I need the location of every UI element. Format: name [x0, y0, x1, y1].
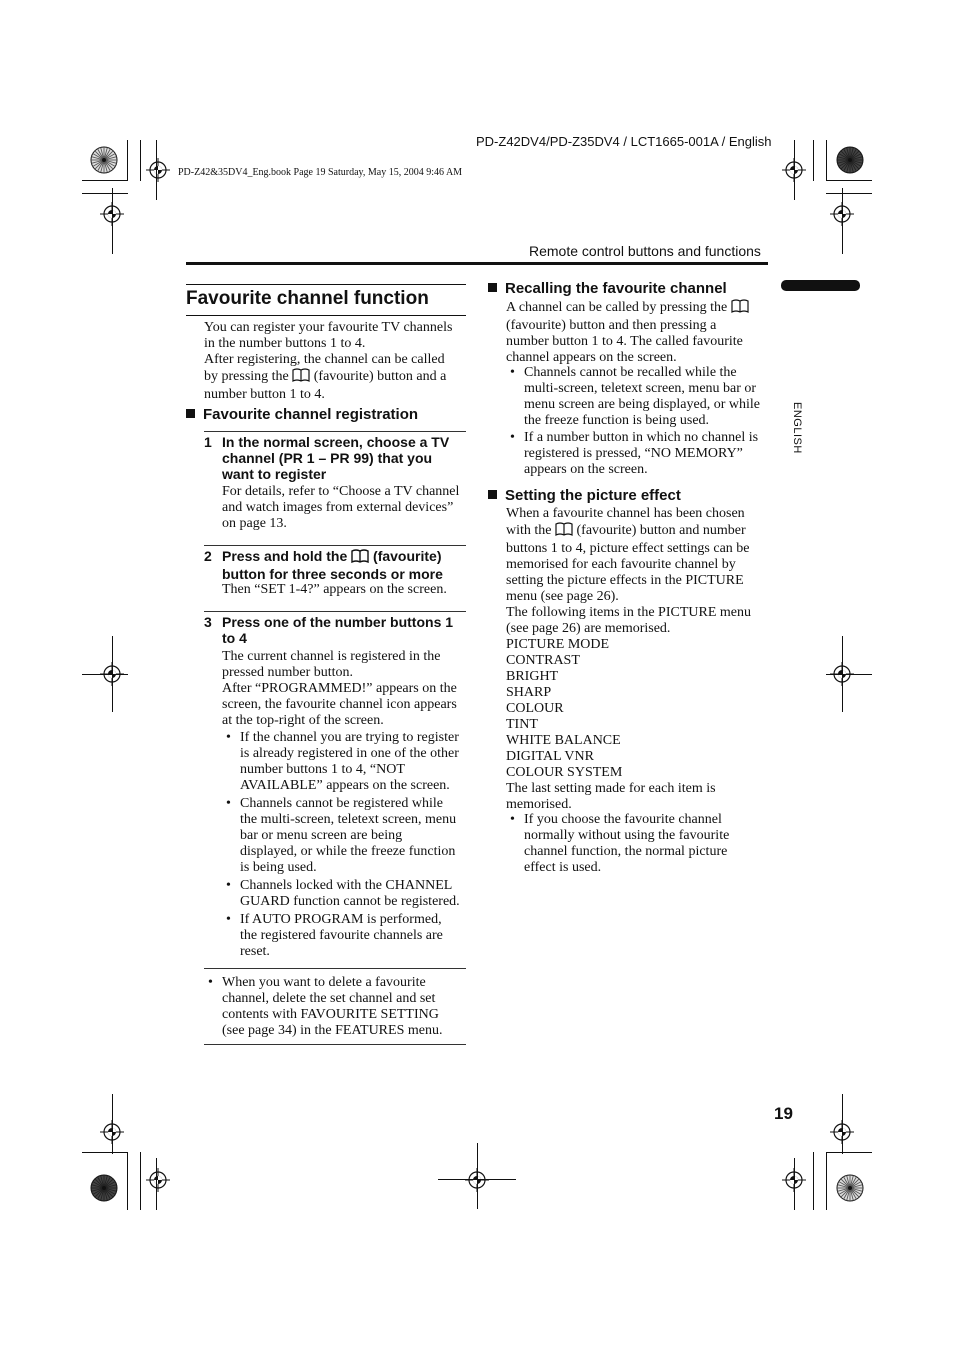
file-info: PD-Z42&35DV4_Eng.book Page 19 Saturday, May 15, 2004 9:46 AM	[178, 167, 463, 178]
crop-line	[112, 1094, 113, 1154]
step3-number: 3	[204, 614, 212, 630]
crop-line	[82, 193, 128, 194]
effect-heading: Setting the picture effect	[488, 487, 681, 504]
title-rule-top	[186, 284, 466, 285]
step1-number: 1	[204, 434, 212, 450]
crop-line	[842, 188, 843, 254]
crop-line	[813, 1152, 814, 1210]
crop-line	[156, 140, 157, 200]
crop-line	[82, 1152, 128, 1153]
header-rule	[186, 262, 768, 265]
crop-line	[794, 140, 795, 200]
section-header: Remote control buttons and functions	[529, 243, 761, 259]
page-title: Favourite channel function	[186, 288, 429, 309]
crop-line	[140, 140, 141, 181]
list-item: • If a number button in which no channel is registered is pressed, “NO MEMORY” appears on the screen.	[508, 430, 773, 478]
list-item: • If the channel you are trying to register is already registered in one of the other number buttons 1 to 4, “NOT AVAILABLE” appears on the screen.	[224, 730, 474, 794]
step2-body: Then “SET 1-4?” appears on the screen.	[222, 582, 447, 597]
step2-number: 2	[204, 548, 212, 564]
crop-line	[127, 1152, 128, 1210]
list-item: • Channels locked with the CHANNEL GUARD function cannot be registered.	[224, 878, 474, 910]
list-item: • When you want to delete a favourite channel, delete the set channel and set contents with FAVOURITE SETTING (see page 34) in the FEATURES menu.	[206, 975, 468, 1039]
intro-paragraph: You can register your favourite TV channels in the number buttons 1 to 4. After registering, the channel can be called by pressing the (favourite) button and a number button 1 to 4.	[204, 320, 453, 402]
crop-line	[826, 674, 872, 675]
step1-rule	[204, 431, 466, 432]
page-number: 19	[774, 1104, 793, 1123]
effect-bullets	[508, 812, 773, 876]
list-item: • Channels cannot be recalled while the multi-screen, teletext screen, menu bar or menu screen are being displayed, or while the freeze function is being used.	[508, 365, 773, 429]
registration-heading: Favourite channel registration	[186, 406, 418, 423]
list-item: • If AUTO PROGRAM is performed, the registered favourite channels are reset.	[224, 912, 474, 960]
step3-rule	[204, 611, 466, 612]
crop-line	[826, 140, 827, 181]
list-item: • If you choose the favourite channel normally without using the favourite channel function, the normal picture effect is used.	[508, 812, 773, 876]
recall-heading: Recalling the favourite channel	[488, 280, 727, 297]
crop-line	[112, 188, 113, 254]
list-item: • Channels cannot be registered while the multi-screen, teletext screen, menu bar or menu screen are being displayed, or while the freeze function is being used.	[224, 796, 474, 876]
book-icon	[731, 299, 749, 318]
title-rule-bottom	[186, 315, 466, 316]
recall-bullets	[508, 365, 773, 478]
rosette-icon	[90, 146, 118, 174]
effect-body: When a favourite channel has been chosen with the (favourite) button and number buttons 1 to 4, picture effect settings can be memorised for each favourite channel by setting the picture effects in the PICTURE menu (see page 26). The following items in the PICTURE menu (see page 26) are memorised. PICTURE MODE CONTRAST BRIGHT SHARP COLOUR TINT WHITE BALANCE DIGITAL VNR COLOUR SYSTEM The last setting made for each item is memorised.	[506, 506, 751, 812]
step2-heading: Press and hold the (favourite) button for three seconds or more	[222, 548, 443, 582]
registration-mark-icon	[146, 158, 170, 182]
crop-line	[156, 1158, 157, 1210]
crop-line	[794, 1158, 795, 1210]
note-rule-top	[204, 968, 466, 969]
rosette-icon	[836, 146, 864, 174]
rosette-icon	[836, 1174, 864, 1202]
crop-line	[82, 180, 128, 181]
book-icon	[351, 549, 369, 566]
note-rule-bottom	[204, 1044, 466, 1045]
crop-line	[82, 674, 128, 675]
crop-line	[826, 193, 872, 194]
side-language-label: ENGLISH	[791, 402, 803, 454]
crop-line	[140, 1152, 141, 1210]
registration-mark-icon	[146, 1168, 170, 1192]
crop-line	[127, 140, 128, 181]
language-tab-marker	[781, 280, 860, 291]
document-code: PD-Z42DV4/PD-Z35DV4 / LCT1665-001A / English	[476, 134, 772, 149]
recall-body: A channel can be called by pressing the (favourite) button and then pressing a number button 1 to 4. The called favourite channel appears on the screen.	[506, 299, 771, 366]
crop-line	[826, 180, 872, 181]
step1-heading: In the normal screen, choose a TV channel (PR 1 – PR 99) that you want to register	[222, 434, 450, 482]
crop-line	[826, 1152, 872, 1153]
step3-bullets	[224, 730, 474, 960]
book-icon	[555, 522, 573, 541]
step1-body: For details, refer to “Choose a TV channel and watch images from external devices” on page 13.	[222, 484, 460, 531]
crop-line	[477, 1143, 478, 1209]
crop-line	[842, 1094, 843, 1154]
crop-line	[813, 140, 814, 181]
step3-heading: Press one of the number buttons 1 to 4	[222, 614, 454, 646]
rosette-icon	[90, 1174, 118, 1202]
step2-rule	[204, 545, 466, 546]
crop-line	[826, 1152, 827, 1210]
book-icon	[292, 368, 310, 387]
step3-body: The current channel is registered in the pressed number button. After “PROGRAMMED!” appears on the screen, the favourite channel icon appears at the top-right of the screen.	[222, 649, 457, 728]
note-box	[206, 975, 468, 1039]
